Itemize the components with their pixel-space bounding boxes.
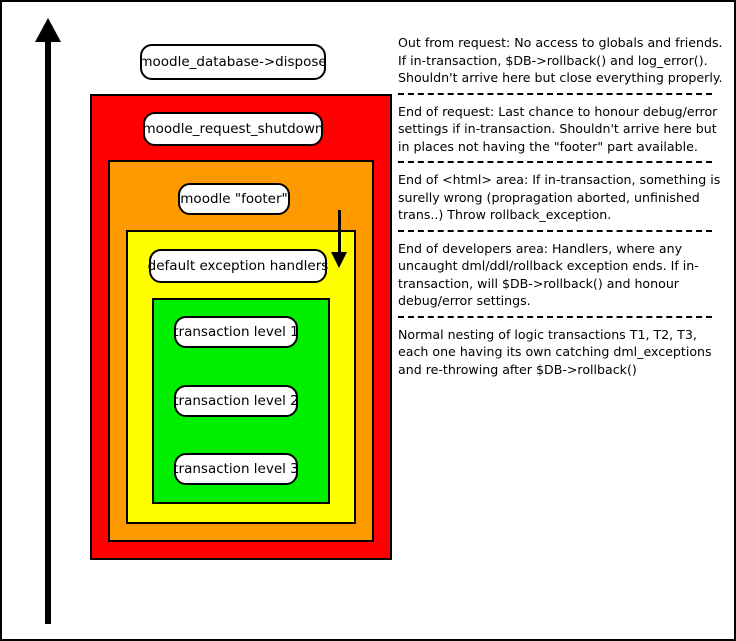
label-transaction-level-2	[174, 385, 298, 417]
annotation-column	[398, 34, 728, 378]
inner-arrow-shaft-icon	[338, 210, 341, 258]
annotation-shutdown: End of request: Last chance to honour debug/error settings if in-transaction. Shouldn't arrive here but in places not having the "footer" part available.	[398, 103, 718, 154]
annotation-transactions: Normal nesting of logic transactions T1, T2, T3, each one having its own catching dml_exceptions and re-throwing after $DB->rollback()	[398, 326, 712, 377]
annotation-divider-4	[398, 316, 712, 318]
label-footer-text: moodle "footer"	[180, 191, 288, 207]
label-transaction-level-3	[174, 453, 298, 485]
label-transaction-level-1	[174, 316, 298, 348]
annotation-dispose: Out from request: No access to globals and friends. If in-transaction, $DB->rollback() and log_error(). Shouldn't arrive here but close everything properly.	[398, 35, 723, 85]
label-dispose-text: moodle_database->dispose	[139, 54, 327, 70]
label-transaction-level-3-text: transaction level 3	[173, 461, 299, 477]
inner-arrow-head-icon	[331, 252, 347, 268]
label-dispose	[140, 44, 326, 80]
flow-arrow-shaft-icon	[45, 38, 51, 624]
label-exception-handlers	[149, 249, 327, 283]
annotation-footer: End of <html> area: If in-transaction, something is surelly wrong (propragation aborted, unfinished trans..) Throw rollback_exception.	[398, 172, 721, 222]
annotation-divider-3	[398, 230, 712, 232]
annotation-handlers: End of developers area: Handlers, where any uncaught dml/ddl/rollback exception ends. If in-transaction, will $DB->rollback() and honour debug/error settings.	[398, 240, 699, 308]
label-footer	[178, 183, 290, 215]
label-exception-handlers-text: default exception handlers	[147, 258, 329, 274]
label-request-shutdown	[143, 112, 323, 146]
label-transaction-level-1-text: transaction level 1	[173, 324, 299, 340]
annotation-divider-2	[398, 161, 712, 163]
label-transaction-level-2-text: transaction level 2	[173, 393, 299, 409]
label-request-shutdown-text: moodle_request_shutdown	[142, 121, 324, 137]
annotation-divider-1	[398, 93, 712, 95]
